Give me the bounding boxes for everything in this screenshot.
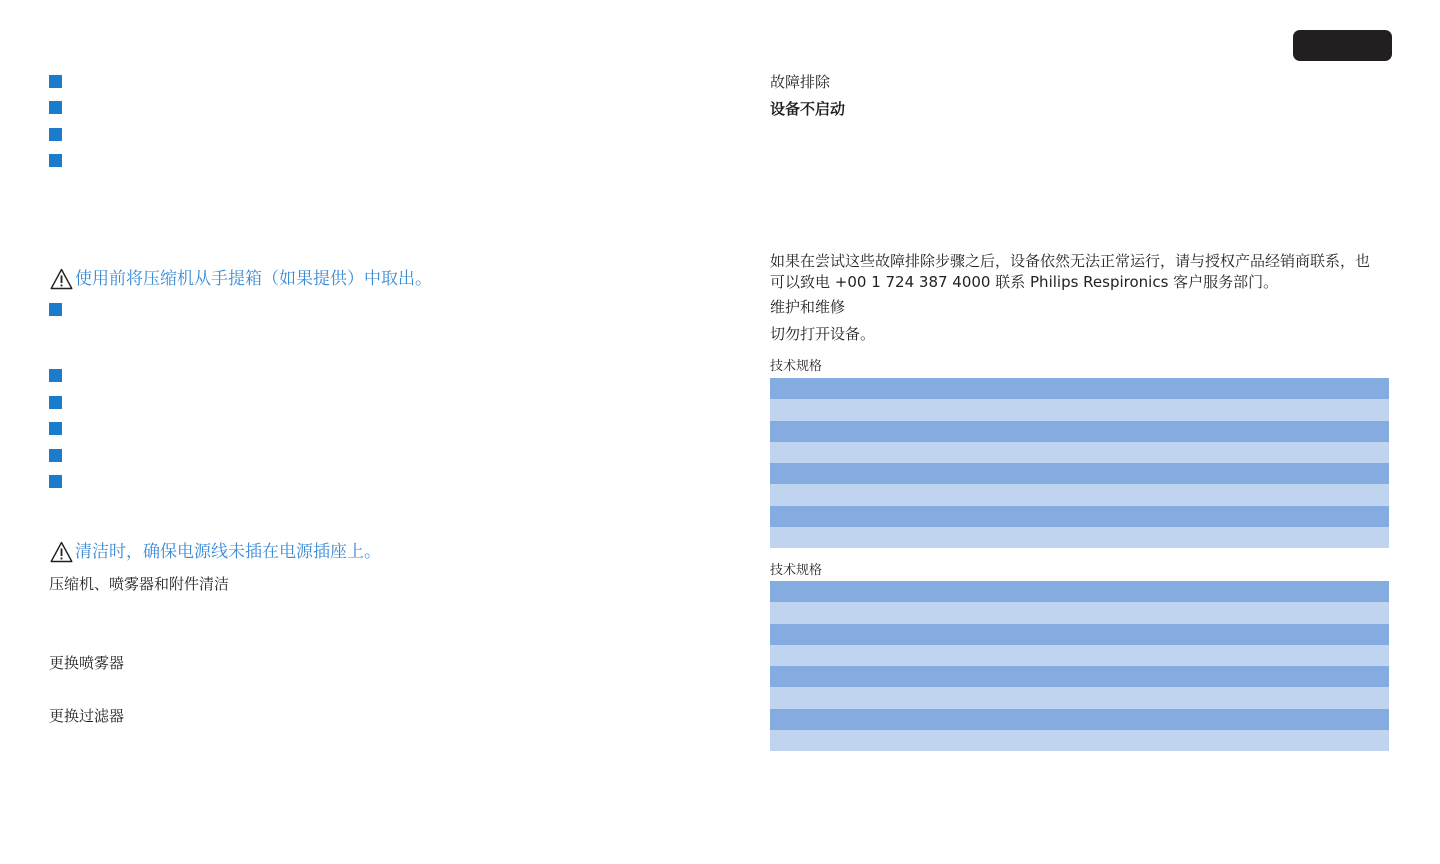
cleaning-heading: 压缩机、喷雾器和附件清洁	[49, 575, 230, 593]
warning-unplug-cleaning	[50, 540, 381, 564]
bullet-square-icon	[49, 369, 62, 382]
troubleshooting-heading: 故障排除	[770, 73, 831, 91]
table-row	[770, 645, 1389, 666]
warning-text: 清洁时，确保电源线未插在电源插座上。	[75, 542, 381, 562]
maintenance-heading: 维护和维修	[770, 298, 846, 316]
table-row	[770, 506, 1389, 527]
table-row	[770, 730, 1389, 751]
table-row	[770, 666, 1389, 687]
spec-table-title: 技术规格	[770, 563, 823, 578]
table-row	[770, 399, 1389, 420]
bullet-square-icon	[49, 154, 62, 167]
bullet-square-icon	[49, 449, 62, 462]
do-not-open-text: 切勿打开设备。	[770, 325, 876, 343]
table-row	[770, 484, 1389, 505]
bullet-square-icon	[49, 75, 62, 88]
replace-nebulizer-heading: 更换喷雾器	[49, 654, 125, 672]
bullet-square-icon	[49, 303, 62, 316]
table-row	[770, 581, 1389, 602]
replace-filter-heading: 更换过滤器	[49, 707, 125, 725]
warning-text: 使用前将压缩机从手提箱（如果提供）中取出。	[75, 269, 432, 289]
bullet-square-icon	[49, 101, 62, 114]
spec-table-2	[770, 581, 1389, 751]
warning-triangle-icon	[50, 541, 73, 563]
bullet-square-icon	[49, 475, 62, 488]
spec-table-title: 技术规格	[770, 359, 823, 374]
table-row	[770, 624, 1389, 645]
contact-paragraph: 如果在尝试这些故障排除步骤之后，设备依然无法正常运行，请与授权产品经销商联系，也可以致电 +00 1 724 387 4000 联系 Philips Respironics 客户服务部门。	[770, 252, 1371, 291]
table-row	[770, 442, 1389, 463]
bullet-square-icon	[49, 422, 62, 435]
table-row	[770, 463, 1389, 484]
table-row	[770, 709, 1389, 730]
device-not-start-heading: 设备不启动	[770, 100, 846, 118]
warning-remove-compressor	[50, 267, 432, 291]
table-row	[770, 687, 1389, 708]
bullet-square-icon	[49, 128, 62, 141]
warning-triangle-icon	[50, 268, 73, 290]
table-row	[770, 602, 1389, 623]
table-row	[770, 421, 1389, 442]
table-row	[770, 378, 1389, 399]
table-row	[770, 527, 1389, 548]
page-tab-badge	[1293, 30, 1392, 61]
bullet-square-icon	[49, 396, 62, 409]
spec-table-1	[770, 378, 1389, 548]
